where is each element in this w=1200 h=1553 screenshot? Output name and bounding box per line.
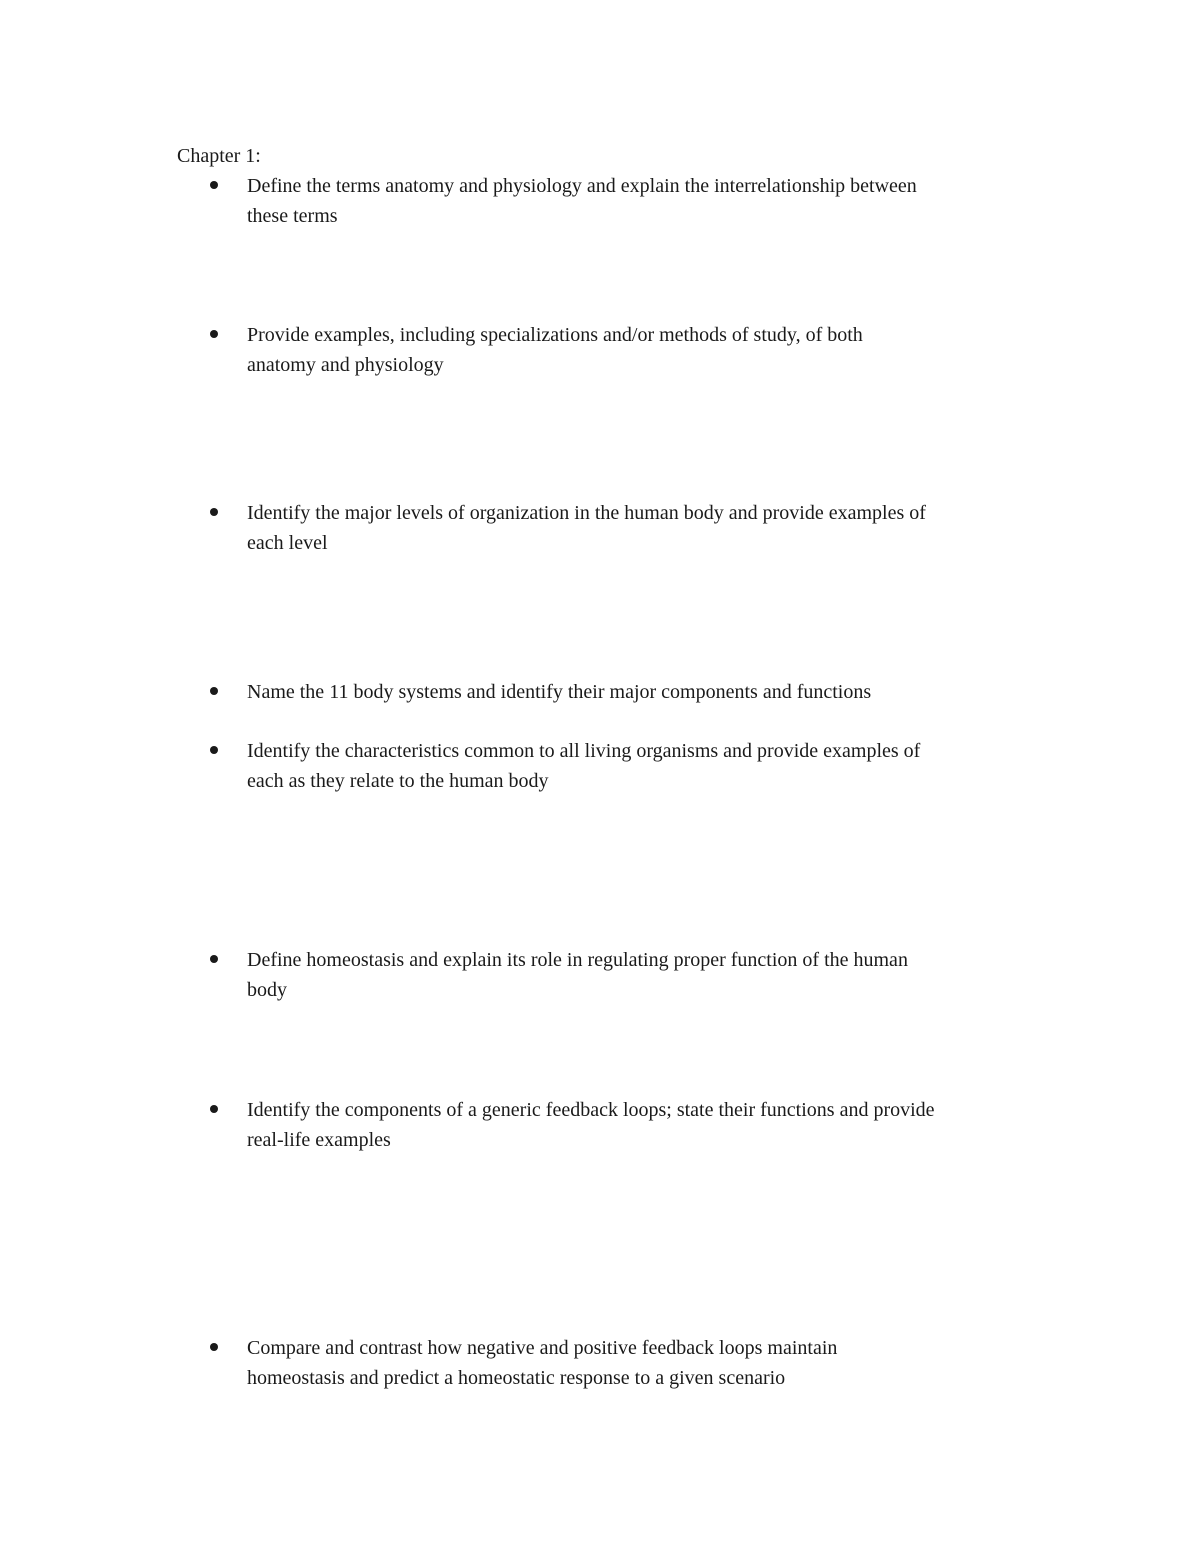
list-item-text [247, 498, 1037, 558]
chapter-heading: Chapter 1: [177, 145, 261, 167]
bullet-icon [210, 508, 218, 516]
list-item-text [247, 1095, 1037, 1155]
list-item-line: Identify the components of a generic feedback loops; state their functions and provide [247, 1099, 935, 1121]
bullet-icon [210, 330, 218, 338]
bullet-icon [210, 181, 218, 189]
list-item-text [247, 677, 1037, 707]
list-item-line: each level [247, 532, 328, 554]
list-item-line: these terms [247, 205, 338, 227]
list-item-line: anatomy and physiology [247, 354, 444, 376]
list-item-line: each as they relate to the human body [247, 770, 549, 792]
list-item-line: Compare and contrast how negative and positive feedback loops maintain [247, 1337, 838, 1359]
bullet-icon [210, 955, 218, 963]
list-item-line: homeostasis and predict a homeostatic response to a given scenario [247, 1367, 786, 1389]
list-item-line: body [247, 979, 287, 1001]
list-item-line: Identify the characteristics common to all living organisms and provide examples of [247, 740, 921, 762]
list-item-text [247, 945, 1037, 1005]
list-item-text [247, 320, 1037, 380]
list-item-line: Provide examples, including specializations and/or methods of study, of both [247, 324, 863, 346]
list-item-text [247, 1333, 1037, 1393]
list-item-text [247, 171, 1037, 231]
bullet-icon [210, 1343, 218, 1351]
list-item-line: Identify the major levels of organization in the human body and provide examples of [247, 502, 926, 524]
list-item-text [247, 736, 1037, 796]
list-item-line: Define homeostasis and explain its role in regulating proper function of the human [247, 949, 908, 971]
list-item-line: Name the 11 body systems and identify their major components and functions [247, 681, 872, 703]
list-item-line: real-life examples [247, 1129, 391, 1151]
bullet-icon [210, 1105, 218, 1113]
bullet-icon [210, 746, 218, 754]
list-item-line: Define the terms anatomy and physiology and explain the interrelationship between [247, 175, 917, 197]
bullet-icon [210, 687, 218, 695]
